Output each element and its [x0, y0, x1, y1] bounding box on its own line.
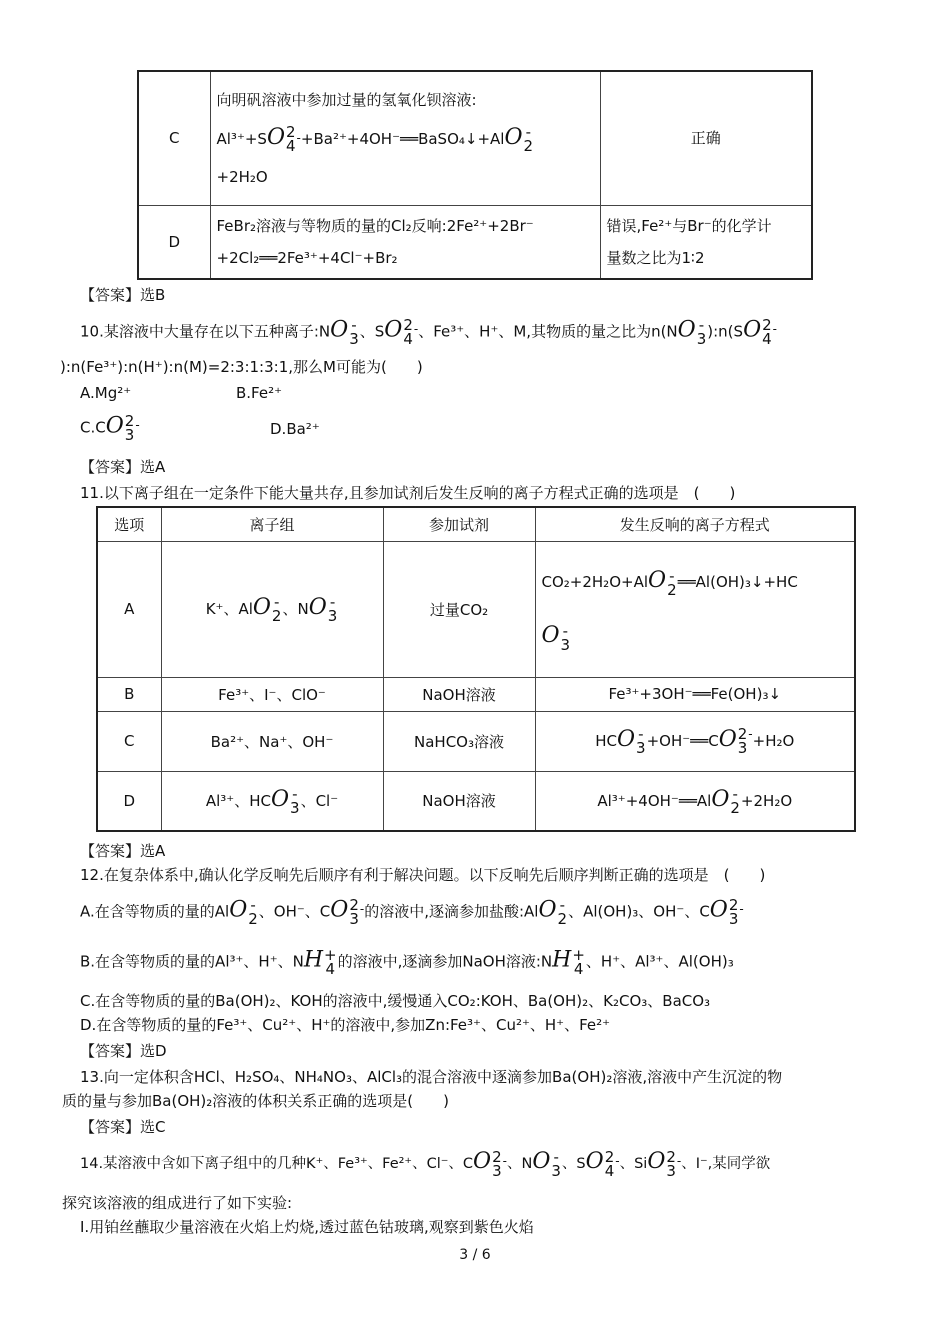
option-c: C.CO 2 3 -: [80, 412, 140, 444]
experiment-step-1: Ⅰ.用铂丝蘸取少量溶液在火焰上灼烧,透过蓝色钴玻璃,观察到紫色火焰: [80, 1218, 534, 1236]
prev-question-table: [137, 70, 813, 280]
answer: 【答案】选A: [80, 842, 166, 860]
option-a: A.在含等物质的量的AlO - 2 、OH⁻、CO 2 3 -的溶液中,逐滴参加盐酸:AlO - 2 、Al(OH)₃、OH⁻、CO 2 3 -: [80, 896, 744, 928]
table-row: [138, 71, 812, 205]
option-b: B.在含等物质的量的Al³⁺、H⁺、NH + 4 的溶液中,逐滴参加NaOH溶液:NH + 4 、H⁺、Al³⁺、Al(OH)₃: [80, 946, 734, 978]
table-row: C Ba²⁺、Na⁺、OH⁻ NaHCO₃溶液 HCO - 3 +OH⁻══CO 2 3 -+H₂O: [97, 711, 855, 771]
option-b: B.Fe²⁺: [236, 384, 283, 402]
reagent: NaOH溶液: [383, 771, 535, 831]
reagent: NaOH溶液: [383, 677, 535, 711]
question-13-stem: 13.向一定体积含HCl、H₂SO₄、NH₄NO₃、AlCl₃的混合溶液中逐滴参加Ba(OH)₂溶液,溶液中产生沉淀的物: [80, 1068, 783, 1086]
table-row: B Fe³⁺、I⁻、ClO⁻ NaOH溶液 Fe³⁺+3OH⁻══Fe(OH)₃↓: [97, 677, 855, 711]
reaction-description: 向明矾溶液中参加过量的氢氧化钡溶液:: [216, 90, 477, 109]
ionic-equation: Al³⁺+SO 2 4 -+Ba²⁺+4OH⁻══BaSO₄↓+AlO - 2: [216, 123, 534, 156]
question-13-stem-2: 质的量与参加Ba(OH)₂溶液的体积关系正确的选项是( ): [62, 1092, 449, 1110]
reagent: NaHCO₃溶液: [383, 711, 535, 771]
column-header: 发生反响的离子方程式: [535, 507, 855, 541]
question-11-stem: 11.以下离子组在一定条件下能大量共存,且参加试剂后发生反响的离子方程式正确的选项是 ( ): [80, 484, 736, 502]
row-label: D: [138, 205, 210, 279]
judgement: 错误,Fe²⁺与Br⁻的化学计 量数之比为1∶2: [600, 205, 812, 279]
ionic-equation: HCO - 3 +OH⁻══CO 2 3 -+H₂O: [535, 711, 855, 771]
ionic-equation: Al³⁺+4OH⁻══AlO - 2 +2H₂O: [535, 771, 855, 831]
reagent: 过量CO₂: [383, 541, 535, 677]
table-header-row: [97, 507, 855, 541]
question-12-stem: 12.在复杂体系中,确认化学反响先后顺序有利于解决问题。以下反响先后顺序判断正确的选项是 ( ): [80, 866, 766, 884]
table-row: [138, 205, 812, 279]
answer: 【答案】选C: [80, 1118, 166, 1136]
table-row: D Al³⁺、HCO - 3 、Cl⁻ NaOH溶液 Al³⁺+4OH⁻══AlO - 2 +2H₂O: [97, 771, 855, 831]
option-d: D.Ba²⁺: [270, 420, 320, 438]
row-label: C: [138, 71, 210, 205]
reaction-cell: FeBr₂溶液与等物质的量的Cl₂反响:2Fe²⁺+2Br⁻ +2Cl₂══2Fe³⁺+4Cl⁻+Br₂: [210, 205, 600, 279]
ionic-equation: Fe³⁺+3OH⁻══Fe(OH)₃↓: [535, 677, 855, 711]
question-11-table: [96, 506, 856, 832]
ion-group: Al³⁺、HCO - 3 、Cl⁻: [161, 771, 383, 831]
option-d: D.在含等物质的量的Fe³⁺、Cu²⁺、H⁺的溶液中,参加Zn:Fe³⁺、Cu²⁺、H⁺、Fe²⁺: [80, 1016, 611, 1034]
ion-group: Fe³⁺、I⁻、ClO⁻: [161, 677, 383, 711]
option-a: A.Mg²⁺: [80, 384, 132, 402]
reaction-cell: 向明矾溶液中参加过量的氢氧化钡溶液: Al³⁺+SO 2 4 -+Ba²⁺+4OH⁻══BaSO₄↓+AlO - 2 +2H₂O: [210, 71, 600, 205]
ion-group: Ba²⁺、Na⁺、OH⁻: [161, 711, 383, 771]
ionic-equation: CO₂+2H₂O+AlO - 2 ══Al(OH)₃↓+HC O - 3: [535, 541, 855, 677]
answer: 【答案】选B: [80, 286, 166, 304]
question-14-stem-2: 探究该溶液的组成进行了如下实验:: [62, 1194, 293, 1212]
question-14-stem: 14.某溶液中含如下离子组中的几种K⁺、Fe³⁺、Fe²⁺、Cl⁻、CO 2 3 -、NO - 3 、SO 2 4 -、SiO 2 3 -、I⁻,某同学欲: [80, 1148, 771, 1180]
column-header: 参加试剂: [383, 507, 535, 541]
page-number: 3 / 6: [459, 1247, 491, 1263]
answer: 【答案】选D: [80, 1042, 167, 1060]
answer: 【答案】选A: [80, 458, 166, 476]
column-header: 选项: [97, 507, 161, 541]
option-c: C.在含等物质的量的Ba(OH)₂、KOH的溶液中,缓慢通入CO₂:KOH、Ba(OH)₂、K₂CO₃、BaCO₃: [80, 992, 711, 1010]
ion-group: K⁺、AlO - 2 、NO - 3: [161, 541, 383, 677]
question-10-stem: 10.某溶液中大量存在以下五种离子:NO - 3 、SO 2 4 -、Fe³⁺、H⁺、M,其物质的量之比为n(NO - 3 ):n(SO 2 4 -: [80, 316, 777, 348]
question-10-stem-2: ):n(Fe³⁺):n(H⁺):n(M)=2:3:1:3:1,那么M可能为( ): [60, 358, 423, 376]
column-header: 离子组: [161, 507, 383, 541]
judgement: 正确: [600, 71, 812, 205]
table-row: A K⁺、AlO - 2 、NO - 3 过量CO₂ CO₂+2H₂O+AlO - 2 ══Al(OH)₃↓+HC O - 3: [97, 541, 855, 677]
